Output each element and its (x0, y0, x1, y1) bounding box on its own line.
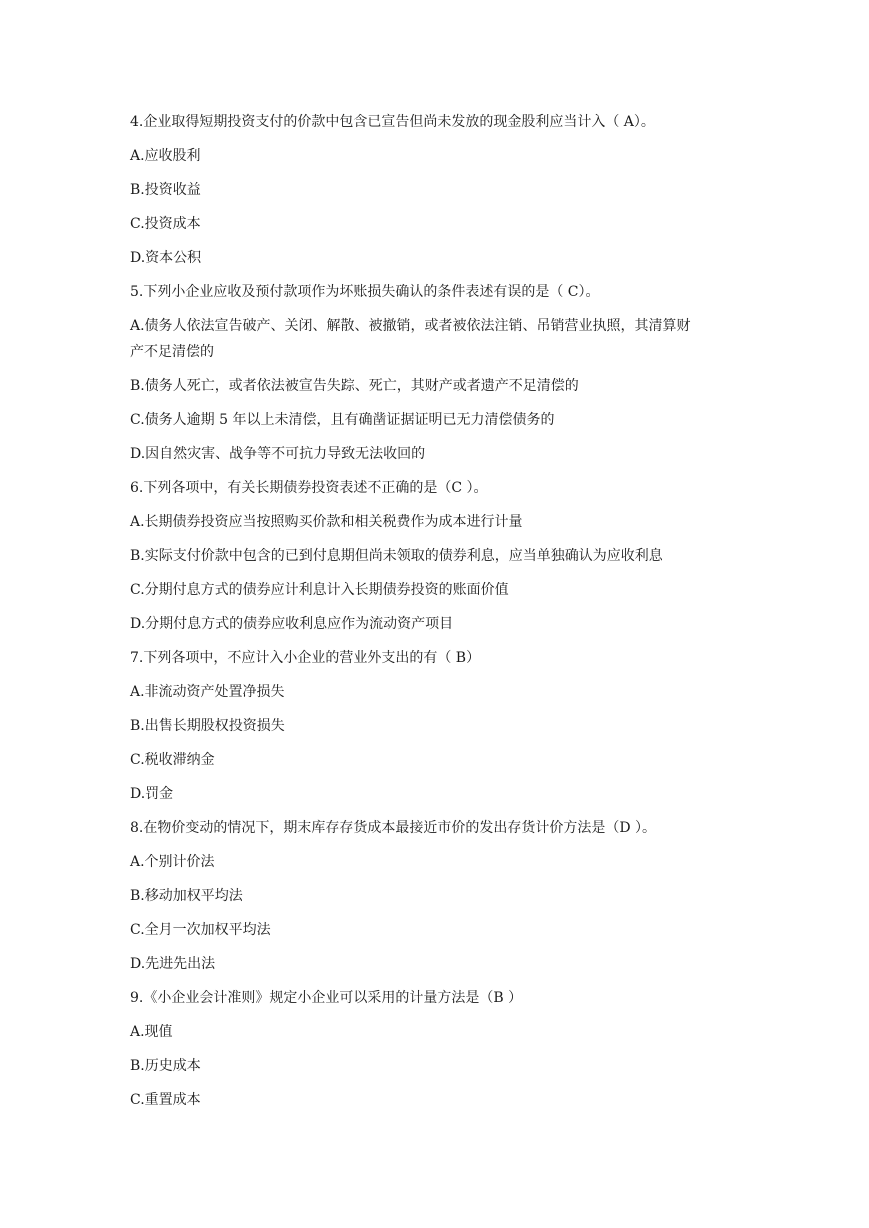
question-8-option-b: B.移动加权平均法 (130, 888, 243, 904)
question-4-option-d: D.资本公积 (130, 250, 202, 266)
question-4-option-b: B.投资收益 (130, 182, 201, 198)
question-list (130, 110, 750, 1122)
question-5-option-d: D.因自然灾害、战争等不可抗力导致无法收回的 (130, 446, 426, 462)
question-6-option-d: D.分期付息方式的债券应收利息应作为流动资产项目 (130, 616, 454, 632)
question-6-option-a: A.长期债券投资应当按照购买价款和相关税费作为成本进行计量 (130, 514, 523, 530)
question-4-option-c: C.投资成本 (130, 216, 201, 232)
question-5-stem: 5.下列小企业应收及预付款项作为坏账损失确认的条件表述有误的是（ C）。 (130, 284, 600, 300)
question-8-option-a: A.个别计价法 (130, 854, 215, 870)
question-4-stem: 4.企业取得短期投资支付的价款中包含已宣告但尚未发放的现金股利应当计入（ A）。 (130, 114, 655, 130)
question-6-stem: 6.下列各项中，有关长期债券投资表述不正确的是（C ）。 (130, 480, 488, 496)
question-7-option-c: C.税收滞纳金 (130, 752, 215, 768)
question-5-option-a: A.债务人依法宣告破产、关闭、解散、被撤销，或者被依法注销、吊销营业执照，其清算财 (130, 318, 691, 334)
question-5-option-c: C.债务人逾期 5 年以上未清偿，且有确凿证据证明已无力清偿债务的 (130, 412, 555, 428)
question-4-option-a: A.应收股利 (130, 148, 201, 164)
question-9-option-a: A.现值 (130, 1024, 173, 1040)
question-8-option-c: C.全月一次加权平均法 (130, 922, 271, 938)
question-7-stem: 7.下列各项中，不应计入小企业的营业外支出的有（ B） (130, 650, 481, 666)
question-8-option-d: D.先进先出法 (130, 956, 216, 972)
question-9-option-c: C.重置成本 (130, 1092, 201, 1108)
question-7-option-a: A.非流动资产处置净损失 (130, 684, 285, 700)
question-7-option-b: B.出售长期股权投资损失 (130, 718, 285, 734)
question-5-option-b: B.债务人死亡，或者依法被宣告失踪、死亡，其财产或者遗产不足清偿的 (130, 378, 579, 394)
question-5-option-a-continued: 产不足清偿的 (130, 344, 214, 360)
question-6-option-c: C.分期付息方式的债券应计利息计入长期债券投资的账面价值 (130, 582, 509, 598)
question-9-option-b: B.历史成本 (130, 1058, 201, 1074)
question-6-option-b: B.实际支付价款中包含的已到付息期但尚未领取的债券利息，应当单独确认为应收利息 (130, 548, 663, 564)
question-7-option-d: D.罚金 (130, 786, 174, 802)
question-9-stem: 9.《小企业会计准则》规定小企业可以采用的计量方法是（B ） (130, 990, 523, 1006)
question-8-stem: 8.在物价变动的情况下，期末库存存货成本最接近市价的发出存货计价方法是（D ）。 (130, 820, 657, 836)
